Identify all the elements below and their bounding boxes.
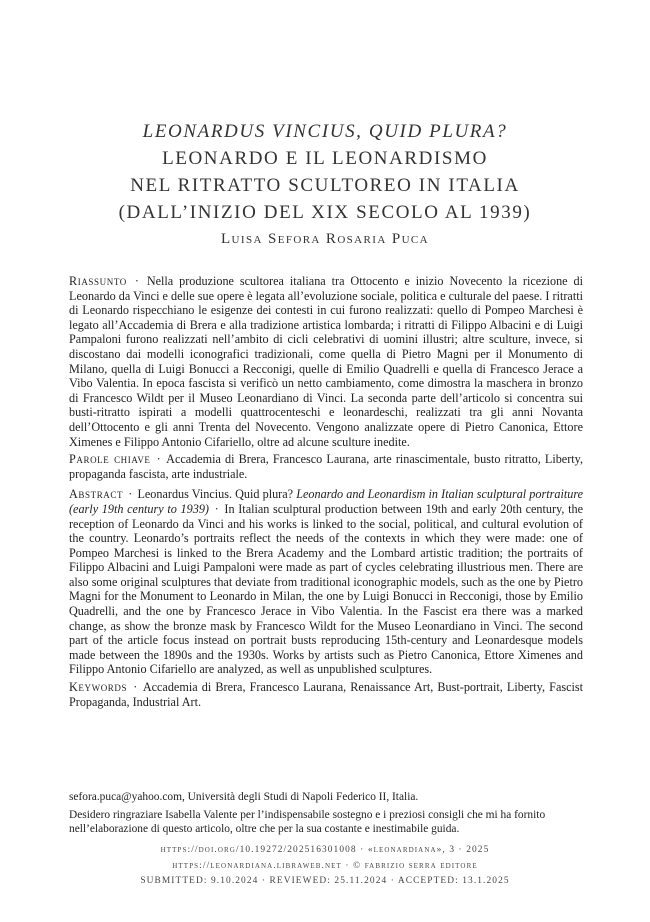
riassunto-label: Riassunto [69,274,127,288]
riassunto-text: Nella produzione scultorea italiana tra Ottocento e inizio Novecento la ricezione di Leonardo da Vinci e delle sue opere è legata all’evoluzione sociale, politica e culturale del paese. I ritratti di Leonardo rispecchiano le esigenze dei contesti in cui furono realizzati: quello di Pompeo Marchesi è legato all’Accademia di Brera e alla tradizione artistica lombarda; i ritratti di Filippo Albacini e di Luigi Pampaloni furono realizzati nell’ambito di cicli celebrativi di uomini illustri; altre sculture, invece, si discostano dai modelli iconografici tradizionali, come quella di Pietro Magni per il Monumento di Milano, quella di Luigi Bonucci a Recconigi, quelle di Emilio Quadrelli e quella di Francesco Jerace a Vibo Valentia. In epoca fascista si verificò un netto cambiamento, come dimostra la maschera in bronzo di Francesco Wildt per il Museo Leonardiano di Vinci. La seconda parte dell’articolo si concentra sui busti-ritratto ispirati a modelli quattrocenteschi e leonardeschi, realizzati tra gli anni Novanta dell’Ottocento e gli anni Trenta del Novecento. Vengono analizzate opere di Pietro Canonica, Ettore Ximenes e Filippo Antonio Cifariello, oltre ad alcune sculture inedite. [69,274,583,449]
author-affiliation: sefora.puca@yahoo.com, Università degli Studi di Napoli Federico II, Italia. [69,791,419,803]
separator-dot: · [156,452,161,467]
abstract-paragraph [69,487,583,677]
title-line-2: NEL RITRATTO SCULTOREO IN ITALIA [130,175,520,196]
parole-chiave-paragraph [69,452,583,481]
riassunto-paragraph [69,274,583,449]
footnote-section [69,790,583,840]
abstract-label: Abstract [69,487,124,502]
publisher-line: https://leonardiana.libraweb.net · © fabrizio serra editore [172,860,478,871]
acknowledgment: Desidero ringraziare Isabella Valente per l’indispensabile sostegno e i preziosi consigli che mi ha fornito nell’elaborazione di questo articolo, oltre che per la sua costante e inestimabile guida. [69,808,546,835]
separator-dot: · [214,501,219,516]
parole-chiave-text: Accademia di Brera, Francesco Laurana, arte rinascimentale, busto ritratto, Liberty, propaganda fascista, arte industriale. [69,452,584,481]
abstract-title-plain: Leonardus Vincius. Quid plura? [137,487,294,502]
abstract-title-italic: Leonardo and Leonardism in Italian sculptural portraiture (early 19th century to 1939) [69,487,584,516]
author-name: Luisa Sefora Rosaria Puca [220,231,429,247]
separator-dot: · [133,680,138,695]
parole-chiave-label: Parole chiave [69,452,151,467]
keywords-paragraph [69,680,583,709]
separator-dot: · [128,487,133,502]
doi-line: https://doi.org/10.19272/202516301008 · «leonardiana», 3 · 2025 [160,845,490,855]
title-line-1: LEONARDO E IL LEONARDISMO [162,148,488,169]
title-line-3: (DALL’INIZIO DEL XIX SECOLO AL 1939) [118,202,532,223]
dates-line: SUBMITTED: 9.10.2024 · REVIEWED: 25.11.2024 · ACCEPTED: 13.1.2025 [140,876,510,886]
keywords-label: Keywords [69,680,128,695]
publication-footer [0,843,650,890]
keywords-text: Accademia di Brera, Francesco Laurana, Renaissance Art, Bust-portrait, Liberty, Fascist Propaganda, Industrial Art. [69,680,584,709]
abstract-section [69,274,583,712]
abstract-text: In Italian sculptural production between 19th and early 20th century, the reception of Leonardo da Vinci and his works is linked to the social, political, and cultural evolution of the country. Leonardo’s portraits reflect the needs of the contexts in which they were made: one of Pompeo Marchesi is linked to the Brera Academy and the Lombard artistic tradition; the portraits of Filippo Albacini and Luigi Pampaloni were made as part of cycles celebrating illustrious men. There are also some original sculptures that deviate from traditional iconographic models, such as the one by Pietro Magni for the Monument to Leonardo in Milan, the one by Luigi Bonucci in Recconigi, those by Emilio Quadrelli, and the one by Francesco Jerace in Vibo Valentia. In the Fascist era there was a marked change, as show the bronze mask by Francesco Wildt for the Museo Leonardiano in Vinci. The second part of the article focus instead on portrait busts reproducing 15th-century and Leonardesque models made between the 1890s and the 1930s. Works by artists such as Pietro Canonica, Ettore Ximenes and Filippo Antonio Cifariello are analyzed, as well as unpublished sculptures. [69,501,583,677]
article-title [0,118,650,226]
title-italic-line: LEONARDUS VINCIUS, QUID PLURA? [142,121,508,142]
separator-dot: · [134,274,139,288]
